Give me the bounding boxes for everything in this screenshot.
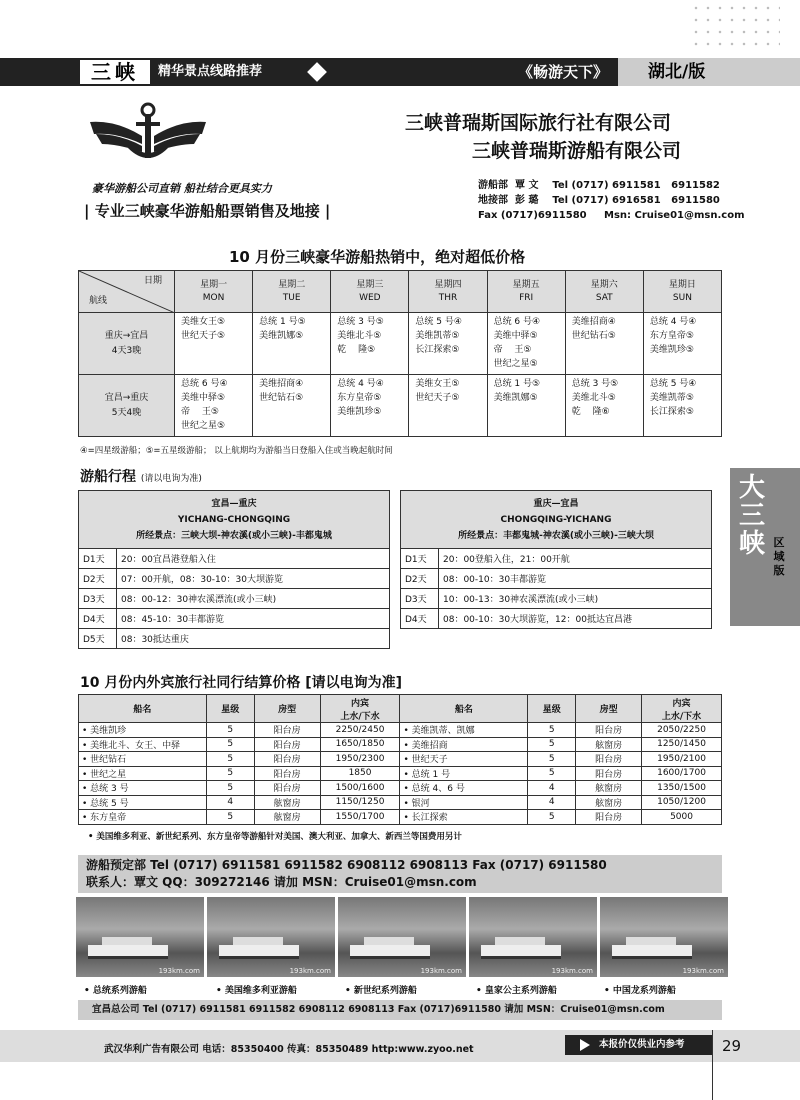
price-row: • 总统 3 号 5 阳台房 1500/1600 • 总统 4、6 号 4 舷窗房 1350/1500	[79, 781, 722, 796]
itinerary-row: D2天 07：00开航，08：30-10：30大坝游览	[79, 569, 390, 589]
itinerary-title: 游船行程 (请以电询为准)	[80, 469, 202, 485]
schedule-table	[78, 270, 722, 437]
head-office-bar: 宜昌总公司 Tel (0717) 6911581 6911582 6908112 6908113 Fax (0717)6911580 请加 MSN：Cruise01@msn.com	[78, 1000, 722, 1020]
decorative-dots	[690, 2, 780, 52]
booking-box	[78, 855, 722, 893]
schedule-cell: 总统 1 号⑤ 美维凯娜⑤	[253, 313, 331, 375]
contact-block	[478, 178, 745, 223]
schedule-note: ④=四星级游船；⑤=五星级游船； 以上航期均为游船当日登船入住或当晚起航时间	[80, 446, 393, 456]
side-tab-subtitle: 区域版	[773, 536, 785, 577]
price-row: • 总统 5 号 4 舷窗房 1150/1250 • 银河 4 舷窗房 1050/1200	[79, 795, 722, 810]
price-row: • 美维凯珍 5 阳台房 2250/2450 • 美维凯蒂、凯娜 5 阳台房 2050/2250	[79, 723, 722, 738]
schedule-corner	[79, 271, 175, 313]
footer-bar	[0, 1030, 800, 1062]
itinerary-left	[78, 490, 390, 649]
price-table: 船名 星级 房型 内宾 上水/下水 船名 星级 房型 内宾 上水/下水 • 美维凯珍 5 阳台房 2250/2450 • 美维凯蒂、凯娜 5 阳台房 2050/2250 • 美维北斗、女王、中驿 5 阳台房 1650/1850 • 美维招商 5 舷窗房 1250/1450 • 世纪钻石 5 阳台房 1950/2300 • 世纪天子 5 阳台房 1950/2100 • 世纪之星 5 阳台房 1850 • 总统 1 号 5 阳台房 1600/1700 • 总统 3 号 5 阳台房 1500/1600 • 总统 4、6 号 4 舷窗房 1350/1500 • 总统 5 号 4 舷窗房 1150/1250 • 银河 4 舷窗房 1050/1200 • 东方皇帝 5 舷窗房 1550/1700 • 长江探索 5 阳台房 5000	[78, 694, 722, 825]
side-tab-title: 大三峡	[738, 473, 765, 559]
photo-caption: • 总统系列游船	[84, 986, 147, 996]
corner-route: 航线	[89, 296, 108, 306]
magazine-title: 《畅游天下》	[518, 63, 609, 81]
day-header: 星期二 TUE	[253, 271, 331, 313]
price-row: • 东方皇帝 5 舷窗房 1550/1700 • 长江探索 5 阳台房 5000	[79, 810, 722, 825]
schedule-cell: 总统 5 号④ 美维凯蒂⑤ 长江探索⑤	[409, 313, 487, 375]
itinerary-row: D1天 20：00宜昌港登船入住	[79, 549, 390, 569]
price-row: • 世纪之星 5 阳台房 1850 • 总统 1 号 5 阳台房 1600/1700	[79, 766, 722, 781]
contact-line: 游船部 覃 文 Tel (0717) 6911581 6911582	[478, 180, 720, 191]
route-row	[79, 313, 722, 375]
itinerary-right-header: 重庆—宜昌 CHONGQING-YICHANG 所经景点：丰都鬼城-神农溪(或小三峡)-三峡大坝	[401, 491, 712, 549]
photo-caption: • 新世纪系列游船	[345, 986, 417, 996]
schedule-cell: 总统 6 号④ 美维中驿⑤ 帝 王⑤ 世纪之星⑤	[175, 375, 253, 437]
schedule-cell: 美维招商④ 世纪钻石⑤	[565, 313, 643, 375]
slogan-main: | 专业三峡豪华游船船票销售及地接 |	[84, 202, 331, 220]
header-bar	[0, 58, 800, 86]
schedule-cell: 美维女王⑤ 世纪天子⑤	[175, 313, 253, 375]
day-header: 星期五 FRI	[487, 271, 565, 313]
route-label: 重庆→宜昌 4天3晚	[79, 313, 175, 375]
company-name-1: 三峡普瑞斯国际旅行社有限公司	[405, 112, 672, 134]
disclaimer: 本报价仅供业内参考	[565, 1035, 713, 1055]
schedule-cell: 总统 6 号④ 美维中驿⑤ 帝 王⑤ 世纪之星⑤	[487, 313, 565, 375]
schedule-cell: 总统 4 号④ 东方皇帝⑤ 美维凯珍⑤	[331, 375, 409, 437]
diamond-icon	[307, 62, 327, 82]
day-header: 星期三 WED	[331, 271, 409, 313]
arrow-icon	[580, 1039, 590, 1051]
ship-photo: 193km.com	[600, 897, 728, 977]
booking-line: 联系人：覃文 QQ：309272146 请加 MSN：Cruise01@msn.com	[86, 875, 477, 889]
itinerary-row: D2天 08：00-10：30丰都游览	[401, 569, 712, 589]
schedule-cell: 总统 5 号④ 美维凯蒂⑤ 长江探索⑤	[643, 375, 721, 437]
headline: 10 月份三峡豪华游船热销中，绝对超低价格	[229, 248, 526, 266]
itinerary-right	[400, 490, 712, 629]
schedule-cell: 总统 1 号⑤ 美维凯娜⑤	[487, 375, 565, 437]
day-header: 星期四 THR	[409, 271, 487, 313]
itinerary-row: D4天 08：45-10：30丰都游览	[79, 609, 390, 629]
price-row: • 美维北斗、女王、中驿 5 阳台房 1650/1850 • 美维招商 5 舷窗房 1250/1450	[79, 737, 722, 752]
edition-label: 湖北/版	[618, 58, 800, 86]
route-label: 宜昌→重庆 5天4晚	[79, 375, 175, 437]
itinerary-left-header: 宜昌—重庆 YICHANG-CHONGQING 所经景点：三峡大坝-神农溪(或小三峡)-丰都鬼城	[79, 491, 390, 549]
price-note: • 美国维多利亚、新世纪系列、东方皇帝等游船针对美国、澳大利亚、加拿大、新西兰等国费用另计	[88, 832, 462, 842]
day-header: 星期日 SUN	[643, 271, 721, 313]
divider	[712, 1030, 713, 1100]
photo-caption: • 美国维多利亚游船	[216, 986, 297, 996]
ship-photo: 193km.com	[469, 897, 597, 977]
ship-photo: 193km.com	[76, 897, 204, 977]
page-number: 29	[722, 1037, 742, 1055]
price-title: 10 月份内外宾旅行社同行结算价格 [请以电询为准]	[80, 675, 403, 691]
contact-line: 地接部 彭 璐 Tel (0717) 6916581 6911580	[478, 195, 720, 206]
schedule-cell: 总统 3 号⑤ 美维北斗⑤ 乾 隆⑥	[565, 375, 643, 437]
itinerary-row: D3天 08：00-12：30神农溪漂流(或小三峡)	[79, 589, 390, 609]
header-brand: 三峡	[80, 60, 150, 84]
itinerary-row: D4天 08：00-10：30大坝游览，12：00抵达宜昌港	[401, 609, 712, 629]
price-row: • 世纪钻石 5 阳台房 1950/2300 • 世纪天子 5 阳台房 1950/2100	[79, 752, 722, 767]
corner-date: 日期	[143, 276, 162, 286]
itinerary-row: D3天 10：00-13：30神农溪漂流(或小三峡)	[401, 589, 712, 609]
schedule-cell: 总统 3 号⑤ 美维北斗⑤ 乾 隆⑤	[331, 313, 409, 375]
schedule-cell: 美维女王⑤ 世纪天子⑤	[409, 375, 487, 437]
ship-photo: 193km.com	[207, 897, 335, 977]
company-name-2: 三峡普瑞斯游船有限公司	[472, 140, 682, 162]
booking-line: 游船预定部 Tel (0717) 6911581 6911582 6908112 6908113 Fax (0717) 6911580	[86, 858, 607, 872]
day-header: 星期一 MON	[175, 271, 253, 313]
itinerary-row: D5天 08：30抵达重庆	[79, 629, 390, 649]
ship-photo: 193km.com	[338, 897, 466, 977]
anchor-wings-logo	[86, 100, 210, 166]
schedule-cell: 美维招商④ 世纪钻石⑤	[253, 375, 331, 437]
slogan: 豪华游船公司直销 船社结合更具实力	[92, 182, 272, 195]
advertiser-info: 武汉华利广告有限公司 电话：85350400 传真：85350489 http:www.zyoo.net	[104, 1044, 474, 1055]
contact-line: Fax (0717)6911580 Msn: Cruise01@msn.com	[478, 210, 745, 221]
route-row	[79, 375, 722, 437]
photo-caption: • 中国龙系列游船	[604, 986, 676, 996]
header-subtitle: 精华景点线路推荐	[158, 64, 263, 79]
photo-caption: • 皇家公主系列游船	[476, 986, 557, 996]
day-header: 星期六 SAT	[565, 271, 643, 313]
side-tab	[730, 468, 800, 626]
schedule-cell: 总统 4 号④ 东方皇帝⑤ 美维凯珍⑤	[643, 313, 721, 375]
itinerary-row: D1天 20：00登船入住，21：00开航	[401, 549, 712, 569]
